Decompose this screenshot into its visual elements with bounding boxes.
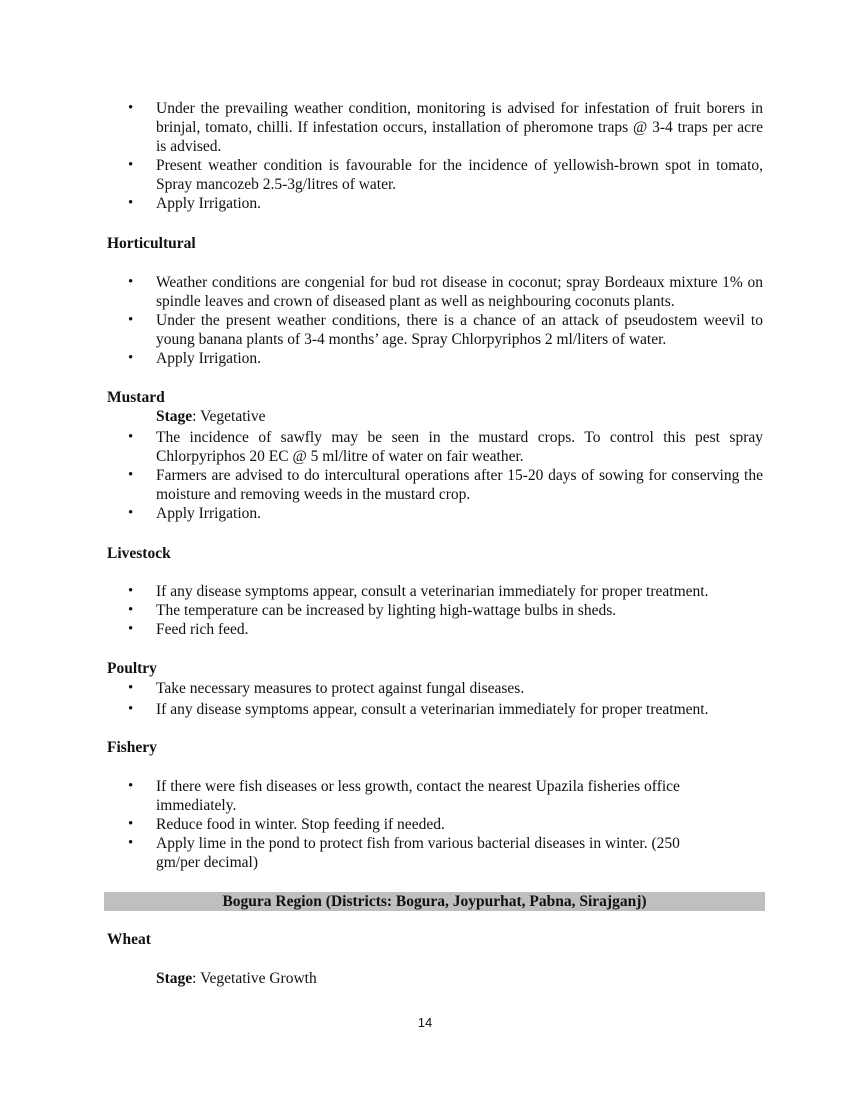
stage-label: Stage: [156, 408, 193, 425]
list-item: • Reduce food in winter. Stop feeding if needed.: [107, 815, 687, 834]
page-number: 14: [417, 1015, 433, 1030]
list-item: • The temperature can be increased by lighting high-wattage bulbs in sheds.: [107, 601, 763, 620]
section-heading-livestock: Livestock: [107, 545, 171, 562]
livestock-bullet-list: [107, 582, 763, 639]
section-heading-wheat: Wheat: [107, 931, 151, 948]
stage-value: : Vegetative Growth: [192, 970, 317, 987]
stage-value: : Vegetative: [192, 408, 266, 425]
poultry-bullet-list: [107, 679, 763, 719]
list-item: • If any disease symptoms appear, consult a veterinarian immediately for proper treatment.: [107, 582, 763, 601]
intro-bullet-list: [107, 99, 763, 213]
list-item: • Apply lime in the pond to protect fish from various bacterial diseases in winter. (250 gm/per decimal): [107, 834, 687, 872]
section-heading-fishery: Fishery: [107, 739, 157, 756]
list-item: • Under the prevailing weather condition, monitoring is advised for infestation of fruit borers in brinjal, tomato, chilli. If infestation occurs, installation of pheromone traps @ 3-4 traps per acre is advised.: [107, 99, 763, 156]
mustard-bullet-list: [107, 428, 763, 523]
list-item: • Farmers are advised to do intercultural operations after 15-20 days of sowing for conserving the moisture and removing weeds in the mustard crop.: [107, 466, 763, 504]
list-item: • If there were fish diseases or less growth, contact the nearest Upazila fisheries office immediately.: [107, 777, 687, 815]
list-item: • Take necessary measures to protect against fungal diseases.: [107, 679, 763, 698]
list-item: • Weather conditions are congenial for bud rot disease in coconut; spray Bordeaux mixture 1% on spindle leaves and crown of diseased plant as well as neighbouring coconuts plants.: [107, 273, 763, 311]
section-heading-horticultural: Horticultural: [107, 235, 196, 252]
region-heading-band: Bogura Region (Districts: Bogura, Joypurhat, Pabna, Sirajganj): [104, 892, 765, 911]
list-item: • Feed rich feed.: [107, 620, 763, 639]
list-item: • Present weather condition is favourable for the incidence of yellowish-brown spot in tomato, Spray mancozeb 2.5-3g/litres of water.: [107, 156, 763, 194]
section-heading-mustard: Mustard: [107, 389, 165, 406]
list-item: • Apply Irrigation.: [107, 349, 763, 368]
fishery-bullet-list: [107, 777, 687, 872]
list-item: • Apply Irrigation.: [107, 194, 763, 213]
mustard-stage: [156, 407, 266, 426]
list-item: • If any disease symptoms appear, consult a veterinarian immediately for proper treatment.: [107, 700, 763, 719]
list-item: • Under the present weather conditions, there is a chance of an attack of pseudostem weevil to young banana plants of 3-4 months’ age. Spray Chlorpyriphos 2 ml/liters of water.: [107, 311, 763, 349]
wheat-stage: [156, 969, 317, 988]
list-item: • The incidence of sawfly may be seen in the mustard crops. To control this pest spray Chlorpyriphos 20 EC @ 5 ml/litre of water on fair weather.: [107, 428, 763, 466]
section-heading-poultry: Poultry: [107, 660, 157, 677]
list-item: • Apply Irrigation.: [107, 504, 763, 523]
stage-label: Stage: [156, 970, 193, 987]
horticultural-bullet-list: [107, 273, 763, 368]
